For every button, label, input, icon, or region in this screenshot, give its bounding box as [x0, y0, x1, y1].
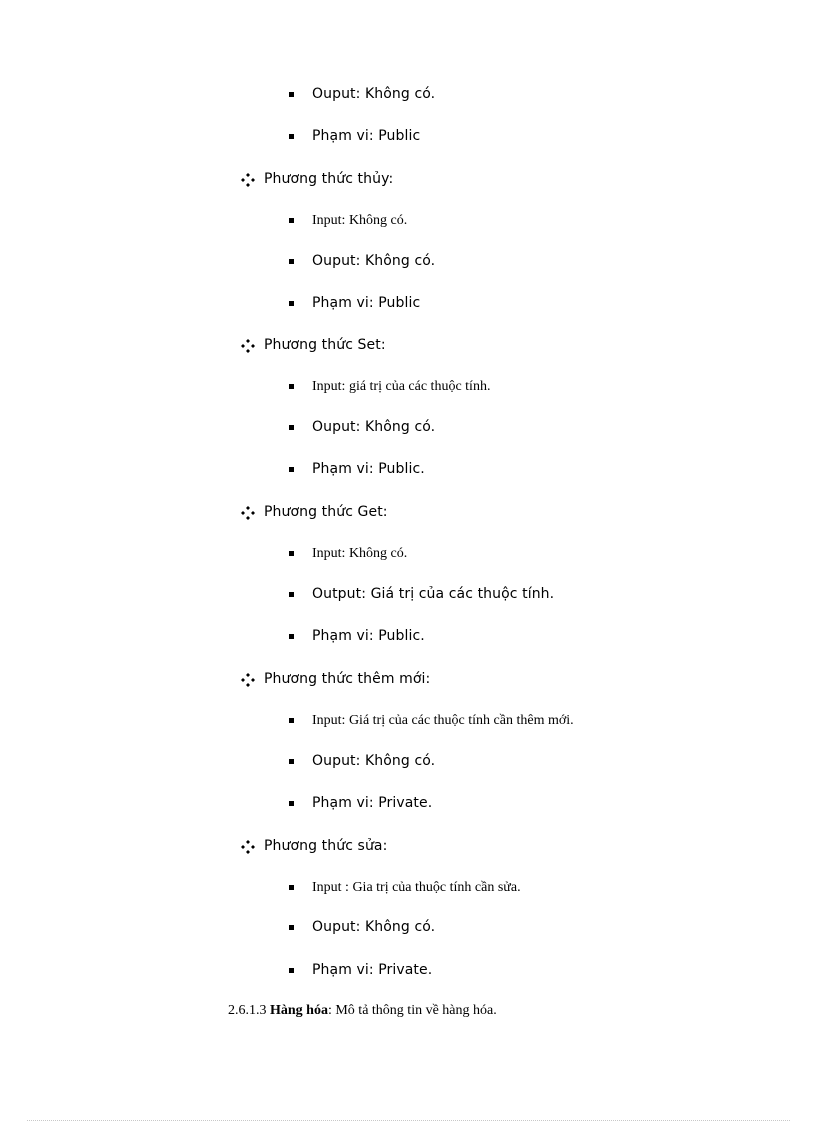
square-bullet-icon [289, 134, 294, 139]
page-bottom-rule [27, 1120, 790, 1121]
square-bullet-icon [289, 425, 294, 430]
square-bullet-icon [289, 759, 294, 764]
square-bullet-icon [289, 384, 294, 389]
square-bullet-icon [289, 925, 294, 930]
list-item-text: Input: giá trị của các thuộc tính. [312, 379, 491, 394]
four-diamond-icon [240, 338, 256, 354]
square-bullet-icon [289, 718, 294, 723]
four-diamond-icon [240, 172, 256, 188]
square-bullet-icon [289, 592, 294, 597]
section-description: : Mô tả thông tin về hàng hóa. [327, 1003, 497, 1018]
method-heading-text: Phương thức thêm mới: [264, 671, 431, 687]
method-heading-text: Phương thức Get: [264, 504, 388, 520]
list-item-text: Phạm vi: Public [312, 295, 421, 311]
method-heading-text: Phương thức Set: [264, 337, 386, 353]
square-bullet-icon [289, 885, 294, 890]
list-item-text: Input: Giá trị của các thuộc tính cần thêm mới. [312, 713, 574, 728]
square-bullet-icon [289, 968, 294, 973]
list-item-text: Input: Không có. [312, 213, 408, 228]
list-item-text: Phạm vi: Public. [312, 461, 425, 477]
section-number: 2.6.1.3 [228, 1003, 267, 1018]
four-diamond-icon [240, 672, 256, 688]
square-bullet-icon [289, 301, 294, 306]
four-diamond-icon [240, 839, 256, 855]
square-bullet-icon [289, 467, 294, 472]
list-item-text: Phạm vi: Private. [312, 962, 433, 978]
square-bullet-icon [289, 259, 294, 264]
list-item-text: Output: Giá trị của các thuộc tính. [312, 586, 555, 602]
four-diamond-icon [240, 505, 256, 521]
square-bullet-icon [289, 801, 294, 806]
list-item-text: Ouput: Không có. [312, 419, 436, 435]
list-item-text: Phạm vi: Public [312, 128, 421, 144]
list-item-text: Ouput: Không có. [312, 253, 436, 269]
method-heading-text: Phương thức sửa: [264, 838, 388, 854]
square-bullet-icon [289, 634, 294, 639]
list-item-text: Input: Không có. [312, 546, 408, 561]
method-heading-text: Phương thức thủy: [264, 171, 394, 187]
square-bullet-icon [289, 218, 294, 223]
section-heading [228, 1003, 497, 1019]
section-title: Hàng hóa [270, 1003, 328, 1018]
square-bullet-icon [289, 551, 294, 556]
list-item-text: Ouput: Không có. [312, 86, 436, 102]
list-item-text: Input : Gia trị của thuộc tính cần sửa. [312, 880, 521, 895]
list-item-text: Ouput: Không có. [312, 753, 436, 769]
list-item-text: Phạm vi: Private. [312, 795, 433, 811]
square-bullet-icon [289, 92, 294, 97]
list-item-text: Phạm vi: Public. [312, 628, 425, 644]
list-item-text: Ouput: Không có. [312, 919, 436, 935]
